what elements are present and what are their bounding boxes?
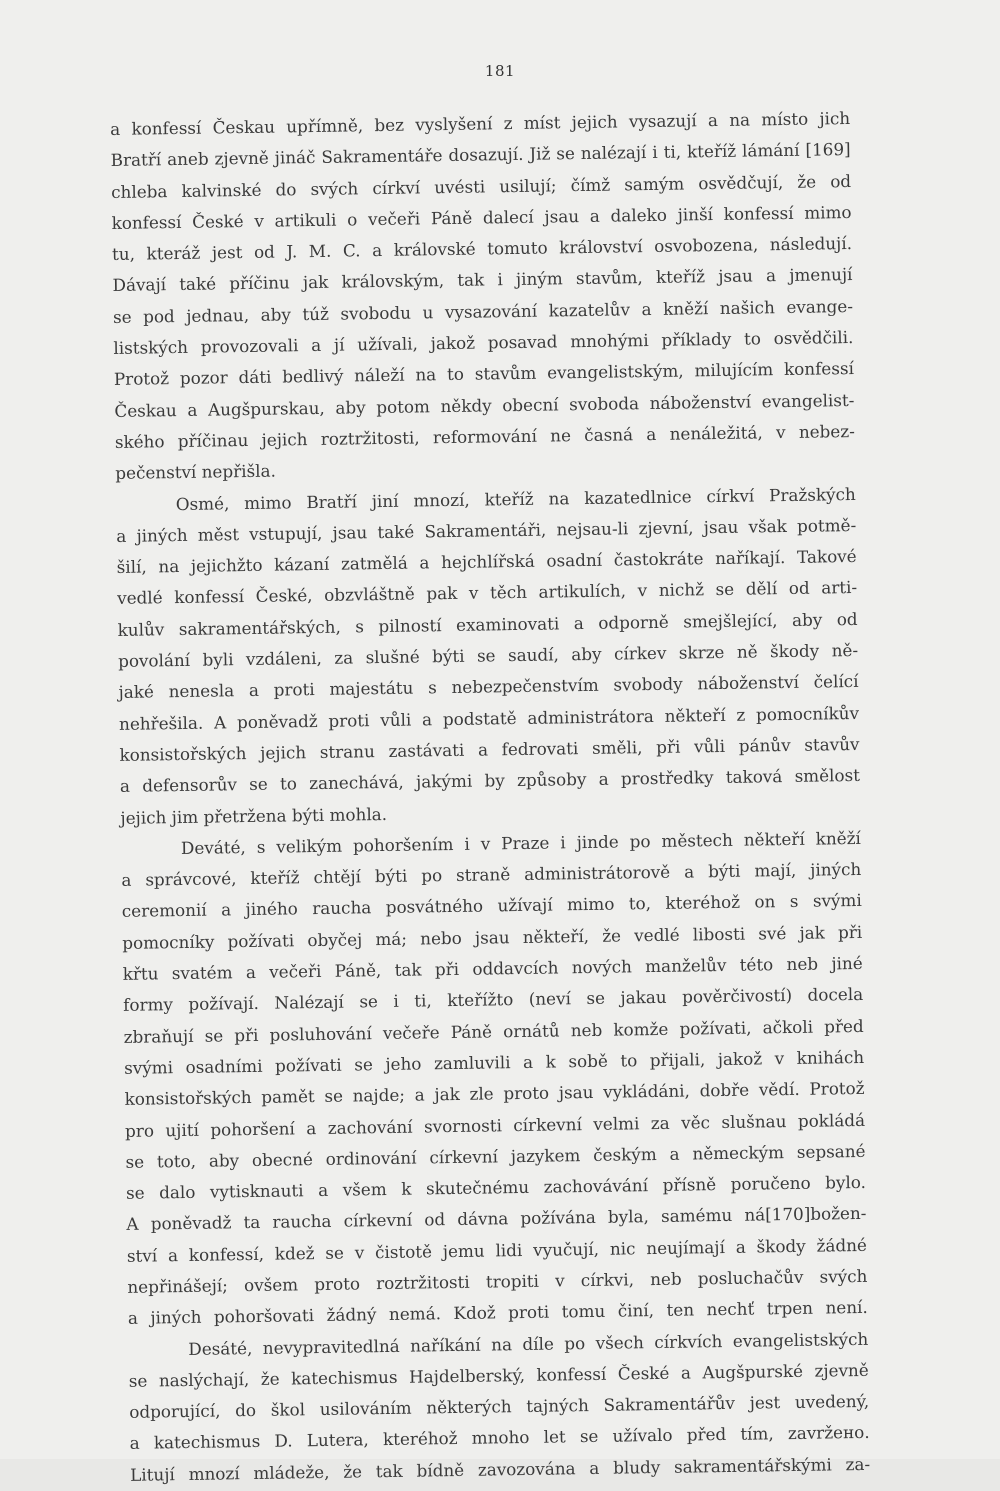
text-line: svými osadními požívati se jeho zamluvili a k sobě to přijali, jakož v knihách [124,1046,865,1078]
text-line: konsistořských jejich stranu zastávati a fedrovati směli, při vůli pánův stavův [119,733,860,765]
text-line: tu, kteráž jest od J. M. C. a královské tomuto království osvobozena, následují. [111,233,853,265]
text-line: zbraňují se při posluhování večeře Páně ornátů neb komže požívati, ačkoli před [123,1015,864,1047]
text-line: se naslýchají, že katechismus Hajdelberský, konfessí České a Augšpurské zjevně [128,1359,869,1391]
text-line: Deváté, s velikým pohoršením i v Praze i jinde po městech někteří kněží [180,827,861,858]
text-line: se toto, aby obecné ordinování církevní jazykem českým a německým sepsané [125,1140,866,1172]
text-line: konfessí České v artikuli o večeři Páně dalecí jsau a daleko jinší konfessí mimo [111,201,852,233]
text-line: nepřinášejí; ovšem proto roztržitosti tropiti v církvi, neb posluchačův svých [127,1265,868,1297]
text-line: povolání byli vzdáleni, za slušné býti se saudí, aby církev skrze ně škody ně- [117,640,859,671]
text-line: Litují mnozí mládeže, že tak bídně zavozována a bludy sakramentářskými za- [130,1453,871,1485]
text-line: vedlé konfessí České, obzvláštně pak v těch artikulích, v nichž se dělí od arti- [117,577,858,609]
text-line: a správcové, kteříž chtějí býti po straně administrátorově a býti mají, jiných [121,859,862,891]
text-line: kulův sakramentářských, s pilností examinovati a odporně smejšlející, aby od [117,608,858,640]
text-line: a konfessí Českau upřímně, bez vyslyšení z míst jejich vysazují a na místo jich [110,108,851,139]
text-line: Českau a Augšpurskau, aby potom někdy obecní svoboda náboženství evangelist- [114,389,855,421]
text-line: Dávají také příčinu jak královským, tak i jiným stavům, kteříž jsau a jmenují [112,264,853,296]
text-line: pomocníky požívati obyčej má; nebo jsau někteří, že vedlé libosti své jak při [122,921,863,953]
text-line: ceremonií a jiného raucha posvátného užívají mimo to, kteréhož on s svými [121,890,862,922]
page-number: 181 [484,62,516,80]
text-line: nehřešila. A poněvadž proti vůli a podstatě administrátora někteří z pomocníkův [118,702,860,734]
text-line: Bratří aneb zjevně jináč Sakramentáře dosazují. Již se nalézají i ti, kteříž lámání [169] [110,139,851,171]
text-line: odporující, do škol usilováním některých tajných Sakramentářův jest uvedený, [129,1391,870,1423]
text-line: pečenství nepřišla. [115,460,277,484]
text-line: a katechismus D. Lutera, kteréhož mnoho let se užívalo před tím, zavržено. [129,1422,870,1454]
text-line: křtu svatém a večeři Páně, tak při oddavcích nových manželův této neb jiné [122,952,863,984]
text-line: se dalo vytisknauti a všem k skutečnému zachovávání přísně poručeno bylo. [125,1171,867,1203]
text-line: se pod jednau, aby túž svobodu u vysazování kazatelův a kněží našich evange- [112,295,854,327]
text-line: Desáté, nevypravitedlná naříkání na díle po všech církvích evangelistských [188,1328,869,1359]
text-line: A poněvadž ta raucha církevní od dávna požívána byla, samému ná[170]božen- [126,1203,867,1235]
text-line: chleba kalvinské do svých církví uvésti usilují; čímž samým osvědčují, že od [111,170,852,202]
text-line: a jiných pohoršovati žádný nemá. Kdož proti tomu činí, ten nechť trpen není. [127,1297,868,1329]
body-text [110,103,870,1491]
text-line: a jiných měst vstupují, jsau také Sakramentáři, nejsau-li zjevní, jsau však potmě- [116,514,857,546]
text-line: šilí, na jejichžto kázaní zatmělá a hejchlířská osadní častokráte naříkají. Takové [116,546,857,578]
text-line: ství a konfessí, kdež se v čistotě jemu lidi vyučují, nic neujímají a škody žádné [126,1234,868,1266]
text-line: ského příčinau jejich roztržitosti, reformování ne časná a nenáležitá, v nebez- [114,420,855,452]
text-line: formy požívají. Nalézají se i ti, kteřížto (neví se jakau pověrčivostí) docela [123,984,864,1016]
text-line: jaké nenesla a proti majestátu s nebezpečenstvím svobody náboženství čelící [118,671,859,703]
text-line: pro ujití pohoršení a zachování svornosti církevní velmi za věc slušnau pokládá [124,1109,866,1141]
text-line: Osmé, mimo Bratří jiní mnozí, kteříž na kazatedlnice církví Pražských [175,483,856,514]
text-line: Protož pozor dáti bedlivý náleží na to stavům evangelistským, milujícím konfessí [113,358,855,390]
text-line: konsistořských pamět se najde; a jak zle proto jsau vykládáni, dobře vědí. Protož [124,1078,865,1110]
text-line: a defensorův se to zanechává, jakými by způsoby a prostředky taková smělost [119,765,861,797]
text-line: listských provozovali a jí užívali, jakož posavad mnohými příklady to osvědčili. [113,327,854,359]
text-line: jejich jim přetržena býti mohla. [120,803,388,828]
